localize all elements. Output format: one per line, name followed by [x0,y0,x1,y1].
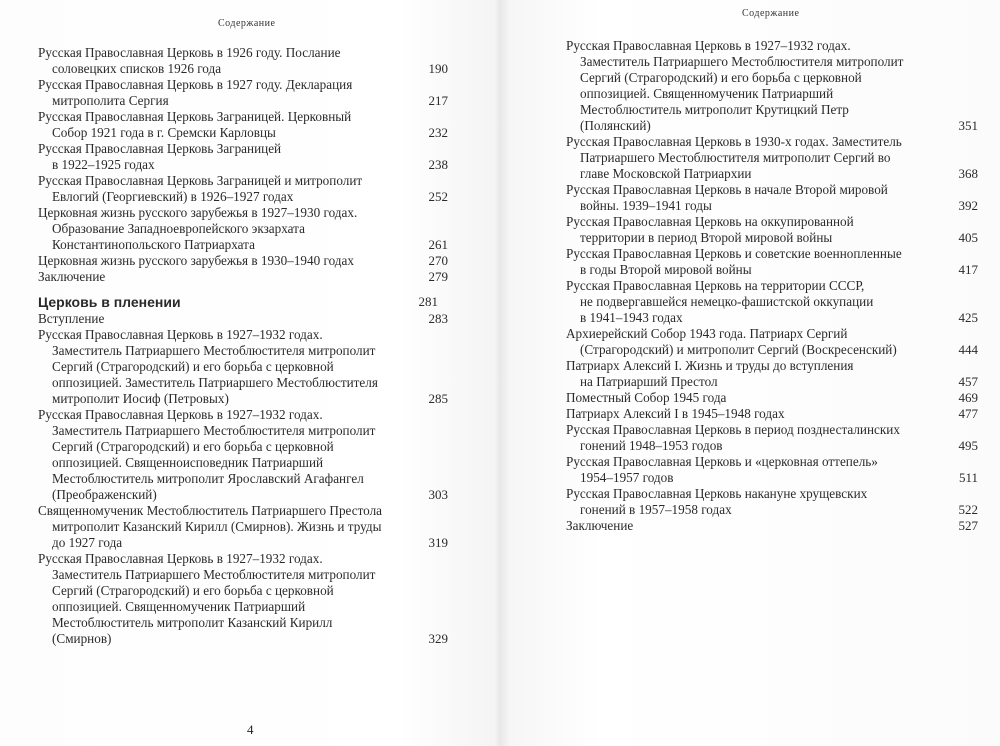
toc-entry-line: митрополит Иосиф (Петровых) [52,391,229,406]
toc-entry-title [566,358,928,390]
toc-entry-line: Поместный Собор 1945 года [566,390,727,405]
running-head: Содержание [742,8,800,19]
toc-entry-page: 405 [958,230,978,245]
toc-entry-title [38,327,398,407]
toc-entry-line: Образование Западноевропейского экзархата [52,221,305,236]
toc-entry-line: 1954–1957 годов [580,470,674,485]
toc-entry-line: Русская Православная Церковь на оккупированной [566,214,854,229]
toc-entry [38,503,448,551]
toc-entry-line: Заместитель Патриаршего Местоблюстителя митрополит [52,567,376,582]
toc-entry-line: Патриарх Алексий I. Жизнь и труды до вступления [566,358,854,373]
toc-entry [38,173,448,205]
toc-entry-page: 351 [958,118,978,133]
toc-entry-line: Русская Православная Церковь в 1927–1932 годах. [38,327,323,342]
toc-entry [566,422,978,454]
toc-entry [38,45,448,77]
toc-entry-line: Заключение [566,518,634,533]
toc-entry-page: 417 [958,262,978,277]
toc-entry-line: Сергий (Страгородский) и его борьба с церковной [52,439,334,454]
toc-entry-line: Русская Православная Церковь в 1927 году. Декларация [38,77,353,92]
toc-entry-line: Русская Православная Церковь и «церковная оттепель» [566,454,878,469]
toc-entry [38,551,448,647]
toc-entry-line: оппозицией. Священномученик Патриарший [580,86,834,101]
toc-entries-top [38,45,448,285]
toc-entry [566,406,978,422]
section-heading-title: Церковь в пленении [38,294,181,310]
toc-entry-title [38,407,398,503]
toc-entry-line: Местоблюститель митрополит Ярославский Агафангел [52,471,364,486]
toc-entry-line: Сергий (Страгородский) и его борьба с церковной [52,359,334,374]
toc-entry-line: Местоблюститель митрополит Казанский Кирилл [52,615,333,630]
toc-entry-page: 279 [428,269,448,284]
toc-entries [566,38,978,534]
toc-entry [38,205,448,253]
toc-entries-section [38,311,448,647]
toc-entry-title [566,486,928,518]
toc-entry [38,109,448,141]
toc-entry-title [566,134,928,182]
toc-entry [38,311,448,327]
toc-entry-line: Архиерейский Собор 1943 года. Патриарх Сергий [566,326,848,341]
toc-entry-line: соловецких списков 1926 года [52,61,222,76]
section-heading-page: 281 [418,294,438,309]
toc-entry-page: 392 [958,198,978,213]
toc-entry-title [38,253,398,269]
toc-entry-line: оппозицией. Священномученик Патриарший [52,599,306,614]
toc-entry-page: 217 [428,93,448,108]
toc-entry-line: Русская Православная Церковь в 1927–1932 годах. [566,38,851,53]
toc-entry [566,326,978,358]
toc-entry-line: оппозицией. Священноисповедник Патриарший [52,455,324,470]
toc-entry-line: в 1941–1943 годах [580,310,683,325]
toc-entry-line: Русская Православная Церковь в 1927–1932 годах. [38,551,323,566]
toc-entry-line: не подвергавшейся немецко-фашистской оккупации [580,294,874,309]
toc-entry-page: 457 [958,374,978,389]
toc-entry-line: Сергий (Страгородский) и его борьба с церковной [580,70,862,85]
toc-entry-line: Сергий (Страгородский) и его борьба с церковной [52,583,334,598]
toc-entry-title [38,205,398,253]
toc-entry-line: (Преображенский) [52,487,157,502]
toc-entry-title [566,326,928,358]
toc-entry-page: 270 [428,253,448,268]
toc-entry [38,141,448,173]
toc-entry-page: 425 [958,310,978,325]
toc-entry-page: 252 [428,189,448,204]
toc-entry-title [566,390,928,406]
running-head: Содержание [218,18,276,29]
toc-entry-page: 261 [428,237,448,252]
toc-entry [38,327,448,407]
toc-entry-title [566,214,928,246]
toc-entry-page: 232 [428,125,448,140]
toc-entry-line: Русская Православная Церковь Заграницей [38,141,282,156]
toc-entry-line: Русская Православная Церковь Заграницей и митрополит [38,173,363,188]
toc-entry [566,390,978,406]
toc-entry-page: 190 [428,61,448,76]
toc-entry-line: Константинопольского Патриархата [52,237,255,252]
toc-entry-title [38,141,398,173]
toc-entry-line: Заключение [38,269,106,284]
toc-entry-page: 368 [958,166,978,181]
toc-entry-line: гонений в 1957–1958 годах [580,502,732,517]
page-number: 4 [247,722,254,737]
toc-entry-line: Церковная жизнь русского зарубежья в 1927–1930 годах. [38,205,358,220]
toc-entry-line: Заместитель Патриаршего Местоблюстителя митрополит [580,54,904,69]
toc-entry-line: оппозицией. Заместитель Патриаршего Местоблюстителя [52,375,378,390]
toc-entry [38,269,448,285]
toc-entry [566,182,978,214]
toc-entry-page: 511 [958,470,978,485]
toc-entry-title [38,77,398,109]
toc-entry-page: 238 [428,157,448,172]
toc-entry-title [566,518,928,534]
toc-entry-line: Церковная жизнь русского зарубежья в 1930–1940 годах [38,253,354,268]
toc-entry [38,253,448,269]
toc-entry [566,278,978,326]
toc-entry-title [38,311,398,327]
toc-entry [566,246,978,278]
table-of-contents [38,45,448,647]
toc-entry [566,134,978,182]
toc-entry-line: Русская Православная Церковь Заграницей. Церковный [38,109,352,124]
toc-entry-line: Патриарх Алексий I в 1945–1948 годах [566,406,785,421]
toc-entry-title [566,246,928,278]
toc-entry-title [38,503,398,551]
toc-entry-page: 522 [958,502,978,517]
toc-entry-line: войны. 1939–1941 годы [580,198,712,213]
toc-entry [566,486,978,518]
table-of-contents [566,38,978,534]
toc-entry-line: в годы Второй мировой войны [580,262,752,277]
toc-entry-line: Патриаршего Местоблюстителя митрополит Сергий во [580,150,891,165]
toc-entry-line: Русская Православная Церковь в начале Второй мировой [566,182,888,197]
toc-entry-line: Русская Православная Церковь в 1930-х годах. Заместитель [566,134,902,149]
toc-entry-page: 285 [428,391,448,406]
toc-entry-line: в 1922–1925 годах [52,157,155,172]
toc-entry-line: до 1927 года [52,535,123,550]
toc-entry-line: Русская Православная Церковь в 1927–1932 годах. [38,407,323,422]
toc-entry-line: (Полянский) [580,118,651,133]
toc-entry-title [566,278,928,326]
toc-entry-line: главе Московской Патриархии [580,166,752,181]
toc-entry [566,358,978,390]
toc-entry-line: Русская Православная Церковь в 1926 году. Послание [38,45,341,60]
toc-entry-title [566,422,928,454]
toc-entry-title [38,45,398,77]
toc-entry-line: на Патриарший Престол [580,374,718,389]
toc-entry-page: 527 [958,518,978,533]
toc-entry-page: 329 [428,631,448,646]
toc-entry [38,407,448,503]
right-page [500,0,1000,746]
section-heading [38,293,448,311]
toc-entry-title [566,406,928,422]
toc-entry-line: (Смирнов) [52,631,112,646]
toc-entry-line: Русская Православная Церковь в период позднесталинских [566,422,900,437]
toc-entry-line: Евлогий (Георгиевский) в 1926–1927 годах [52,189,294,204]
toc-entry-line: Местоблюститель митрополит Крутицкий Петр [580,102,849,117]
toc-entry-line: Русская Православная Церковь накануне хрущевских [566,486,868,501]
toc-entry-title [38,551,398,647]
toc-entry-title [566,454,928,486]
toc-entry-line: Заместитель Патриаршего Местоблюстителя митрополит [52,423,376,438]
toc-entry-line: Вступление [38,311,105,326]
toc-entry [38,77,448,109]
toc-entry-page: 283 [428,311,448,326]
toc-entry-page: 303 [428,487,448,502]
toc-entry-line: гонений 1948–1953 годов [580,438,723,453]
toc-entry-line: (Страгородский) и митрополит Сергий (Воскресенский) [580,342,897,357]
toc-entry-page: 477 [958,406,978,421]
toc-entry-title [38,269,398,285]
toc-entry [566,214,978,246]
toc-entry-line: Собор 1921 года в г. Сремски Карловцы [52,125,276,140]
toc-entry [566,454,978,486]
toc-entry-title [38,109,398,141]
toc-entry-line: митрополит Казанский Кирилл (Смирнов). Жизнь и труды [52,519,382,534]
toc-entry-page: 495 [958,438,978,453]
toc-entry-page: 319 [428,535,448,550]
toc-entry-page: 469 [958,390,978,405]
toc-entry-line: Русская Православная Церковь и советские военнопленные [566,246,902,261]
toc-entry-page: 444 [958,342,978,357]
toc-entry-line: Священномученик Местоблюститель Патриаршего Престола [38,503,383,518]
toc-entry-title [38,173,398,205]
toc-entry-line: митрополита Сергия [52,93,169,108]
toc-entry-line: Русская Православная Церковь на территории СССР, [566,278,865,293]
toc-entry-line: Заместитель Патриаршего Местоблюстителя митрополит [52,343,376,358]
toc-entry [566,518,978,534]
toc-entry-title [566,38,928,134]
toc-entry [566,38,978,134]
toc-entry-title [566,182,928,214]
toc-entry-line: территории в период Второй мировой войны [580,230,833,245]
